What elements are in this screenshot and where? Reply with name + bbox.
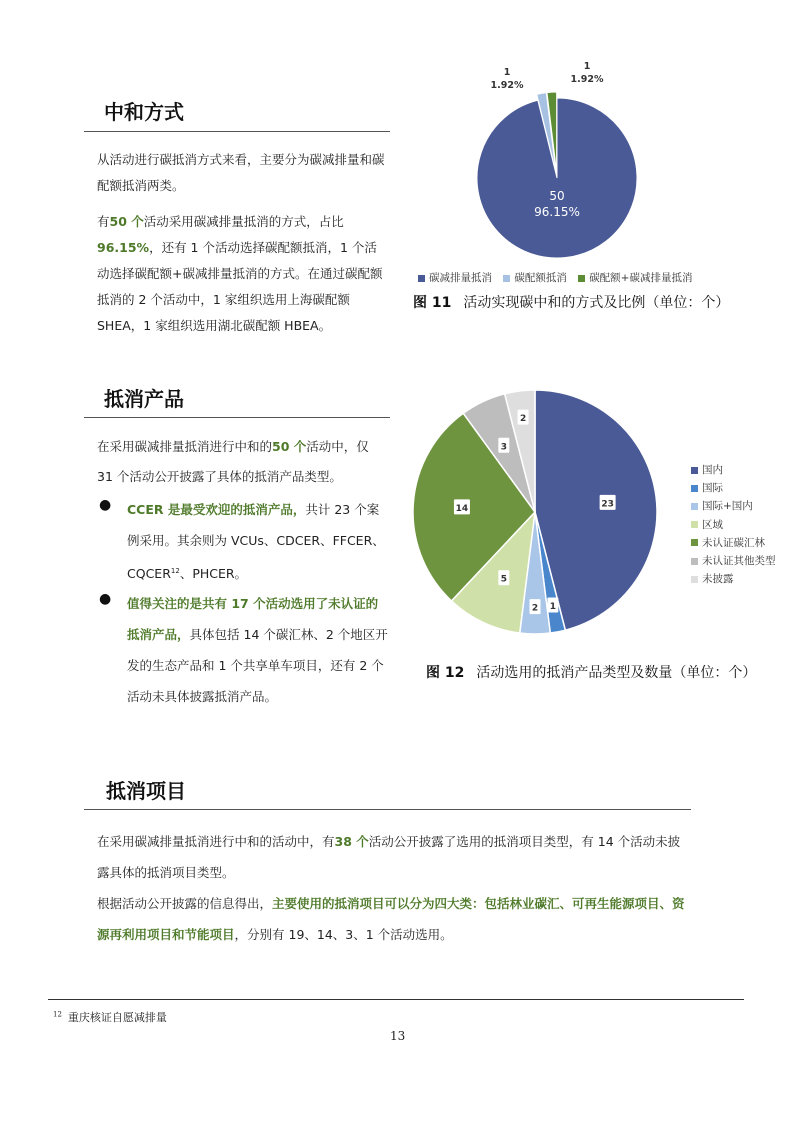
data-label-value: 3 — [500, 442, 507, 453]
legend-item: 未披露 — [691, 570, 776, 588]
data-label-value: 1 — [583, 61, 591, 72]
section-divider — [84, 809, 691, 810]
section2-bullet-1: CCER 是最受欢迎的抵消产品，共计 23 个案例采用。其余则为 VCUs、CDCER、FFCER、CQCER$^{12}$、PHCER。 — [127, 502, 385, 582]
data-label-percent: 1.92% — [490, 80, 524, 91]
pie-chart-neutralization-methods — [405, 55, 735, 275]
section1-paragraph-1: 从活动进行碳抵消方式来看，主要分为碳减排量和碳配额抵消两类。 — [97, 152, 385, 193]
data-label-percent: 96.15% — [534, 205, 580, 219]
section3-paragraph-1: 在采用碳减排量抵消进行中和的活动中，有38 个活动公开披露了选用的抵消项目类型，有 14 个活动未披露具体的抵消项目类型。 — [97, 834, 681, 880]
legend-item: 碳配额+碳减排量抵消 — [578, 272, 692, 284]
legend-item: 国内 — [691, 461, 776, 479]
legend-swatch — [691, 558, 698, 565]
bullet-icon: ● — [99, 497, 112, 513]
data-label-value: 2 — [531, 603, 539, 614]
legend-swatch — [578, 275, 585, 282]
legend-swatch — [691, 539, 698, 546]
legend-item: 碳减排量抵消 — [418, 272, 492, 284]
data-label-value: 2 — [519, 414, 527, 425]
legend-item: 国际 — [691, 479, 776, 497]
legend-swatch — [503, 275, 510, 282]
legend-swatch — [691, 467, 698, 474]
data-label-value: 1 — [503, 67, 511, 78]
section1-paragraph-2: 有50 个活动采用碳减排量抵消的方式，占比96.15%，还有 1 个活动选择碳配额抵消，1 个活动选择碳配额+碳减排量抵消的方式。在通过碳配额抵消的 2 个活动中，1 家组织选用上海碳配额 SHEA，1 家组织选用湖北碳配额 HBEA。 — [97, 214, 383, 333]
section-title-offset-projects: 抵消项目 — [106, 779, 186, 803]
data-label-value: 1 — [549, 601, 556, 612]
legend-item: 未认证其他类型 — [691, 552, 776, 570]
data-label-value: 50 — [549, 189, 565, 203]
legend-swatch — [691, 521, 698, 528]
figure-11-caption: 图 11 活动实现碳中和的方式及比例（单位：个） — [413, 295, 730, 311]
chart1-legend — [418, 270, 693, 285]
section2-bullet-2: 值得关注的是共有 17 个活动选用了未认证的抵消产品，具体包括 14 个碳汇林、2 个地区开发的生态产品和 1 个共享单车项目，还有 2 个活动未具体披露抵消产品。 — [127, 596, 388, 704]
legend-item: 国际+国内 — [691, 497, 776, 515]
legend-item: 碳配额抵消 — [503, 272, 567, 284]
footnote: $^{12}$ 重庆核证自愿减排量 — [53, 1010, 167, 1024]
section2-paragraph-1: 在采用碳减排量抵消进行中和的50 个活动中，仅 31 个活动公开披露了具体的抵消产品类型。 — [97, 439, 369, 484]
figure-12-caption: 图 12 活动选用的抵消产品类型及数量（单位：个） — [426, 665, 757, 681]
bullet-icon: ● — [99, 591, 112, 607]
section-title-offset-products: 抵消产品 — [104, 387, 184, 411]
footnote-divider — [48, 999, 744, 1000]
legend-swatch — [691, 576, 698, 583]
data-label-value: 14 — [455, 503, 469, 514]
legend-item: 区域 — [691, 516, 776, 534]
section-title-neutralization: 中和方式 — [104, 100, 184, 124]
section3-paragraph-2: 根据活动公开披露的信息得出，主要使用的抵消项目可以分为四大类：包括林业碳汇、可再生能源项目、资源再利用项目和节能项目，分别有 19、14、3、1 个活动选用。 — [97, 896, 685, 942]
legend-swatch — [418, 275, 425, 282]
page-number: 13 — [390, 1029, 406, 1043]
data-label-percent: 1.92% — [570, 74, 604, 85]
legend-item: 未认证碳汇林 — [691, 534, 776, 552]
section-divider — [84, 131, 390, 132]
data-label-value: 23 — [601, 499, 614, 510]
pie-chart-offset-product-types — [405, 385, 675, 645]
legend-swatch — [691, 503, 698, 510]
chart2-legend — [691, 461, 776, 588]
section-divider — [84, 417, 390, 418]
data-label-value: 5 — [500, 574, 507, 585]
legend-swatch — [691, 485, 698, 492]
